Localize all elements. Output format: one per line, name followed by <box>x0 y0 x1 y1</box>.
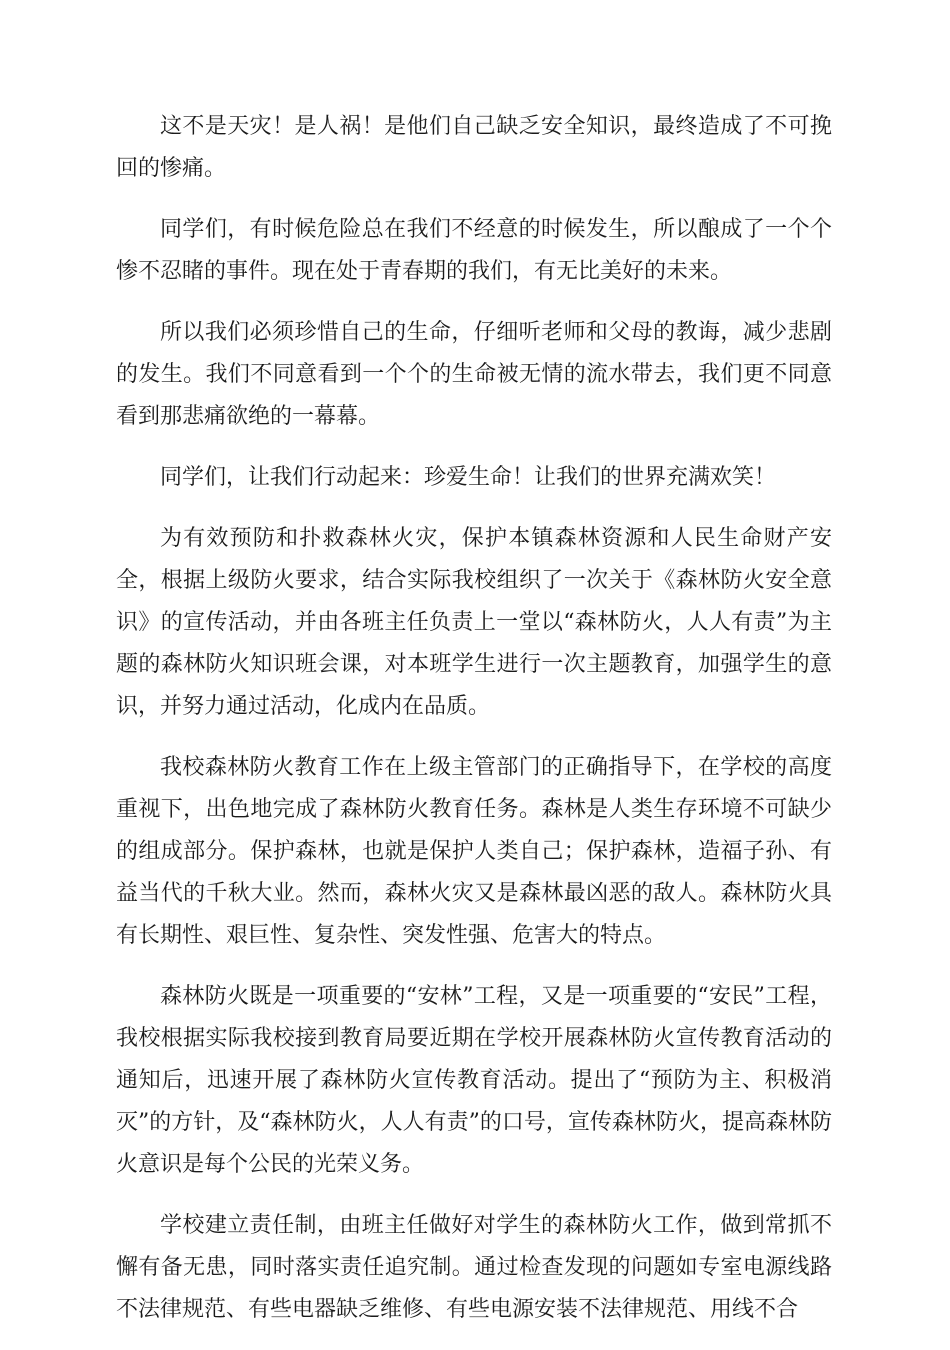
paragraph-7: 森林防火既是一项重要的“安林”工程，又是一项重要的“安民”工程，我校根据实际我校接到教育局要近期在学校开展森林防火宣传教育活动的通知后，迅速开展了森林防火宣传教育活动。提出了“预防为主、积极消灭”的方针，及“森林防火，人人有责”的口号，宣传森林防火，提高森林防火意识是每个公民的光荣义务。 <box>116 984 832 1177</box>
paragraph-4: 同学们，让我们行动起来：珍爱生命！让我们的世界充满欢笑！ <box>160 465 777 490</box>
document-body <box>116 106 832 1350</box>
paragraph-5: 为有效预防和扑救森林火灾，保护本镇森林资源和人民生命财产安全，根据上级防火要求，结合实际我校组织了一次关于《森林防火安全意识》的宣传活动，并由各班主任负责上一堂以“森林防火，人人有责”为主题的森林防火知识班会课，对本班学生进行一次主题教育，加强学生的意识，并努力通过活动，化成内在品质。 <box>116 526 832 719</box>
paragraph-2: 同学们，有时候危险总在我们不经意的时候发生，所以酿成了一个个惨不忍睹的事件。现在处于青春期的我们，有无比美好的未来。 <box>116 217 832 284</box>
paragraph-6: 我校森林防火教育工作在上级主管部门的正确指导下，在学校的高度重视下，出色地完成了森林防火教育任务。森林是人类生存环境不可缺少的组成部分。保护森林，也就是保护人类自己；保护森林，造福子孙、有益当代的千秋大业。然而，森林火灾又是森林最凶恶的敌人。森林防火具有长期性、艰巨性、复杂性、突发性强、危害大的特点。 <box>116 755 832 948</box>
paragraph-8: 学校建立责任制，由班主任做好对学生的森林防火工作，做到常抓不懈有备无患，同时落实责任追究制。通过检查发现的问题如专室电源线路不法律规范、有些电器缺乏维修、有些电源安装不法律规范、用线不合 <box>116 1213 832 1322</box>
paragraph-1: 这不是天灾！是人祸！是他们自己缺乏安全知识，最终造成了不可挽回的惨痛。 <box>116 114 832 181</box>
paragraph-3: 所以我们必须珍惜自己的生命，仔细听老师和父母的教诲，减少悲剧的发生。我们不同意看到一个个的生命被无情的流水带去，我们更不同意看到那悲痛欲绝的一幕幕。 <box>116 320 832 429</box>
